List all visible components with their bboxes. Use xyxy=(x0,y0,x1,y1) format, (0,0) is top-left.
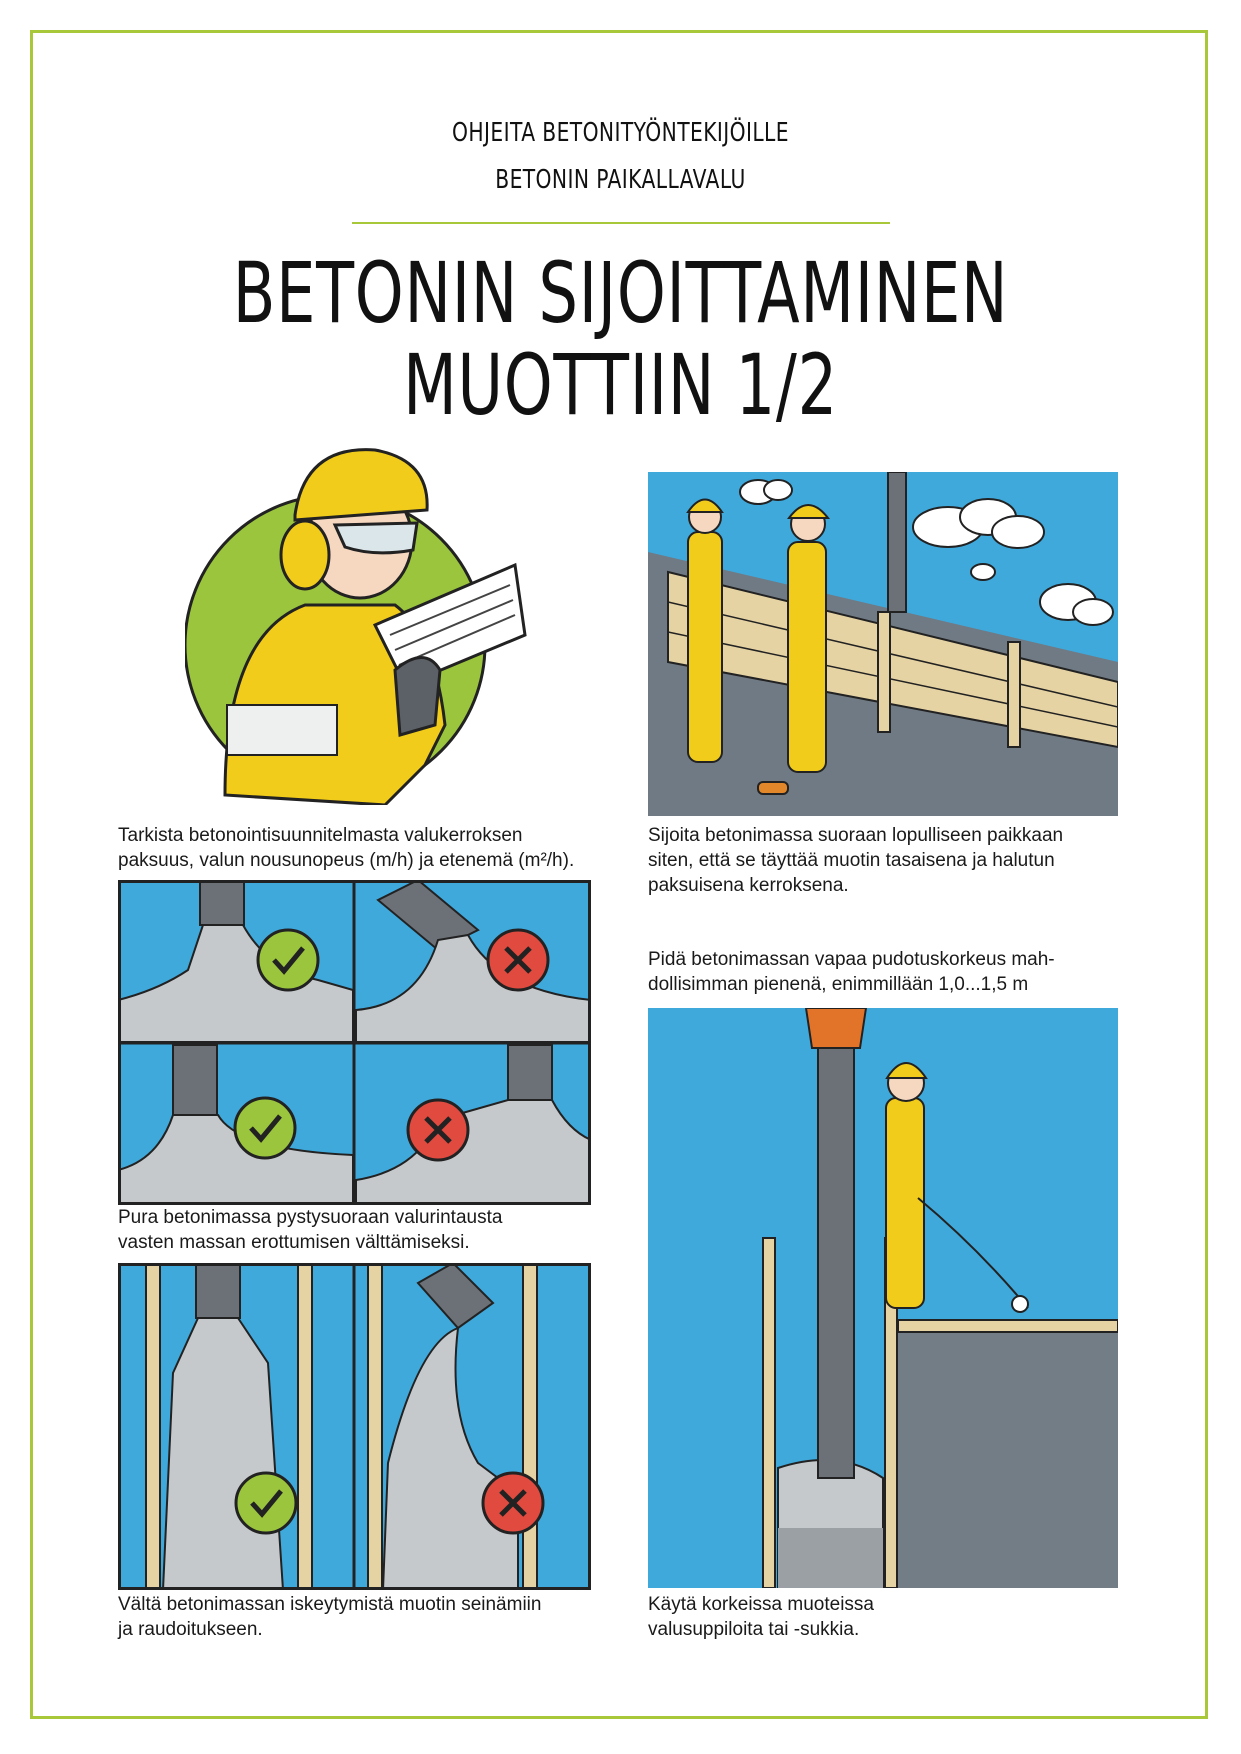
page-title-line-2: MUOTTIIN 1/2 xyxy=(403,336,838,434)
caption-vertical-pour: Pura betonimassa pystysuoraan valurintausta vasten massan erottumisen välttämiseksi. xyxy=(118,1207,503,1253)
checkmark-icon xyxy=(258,930,318,990)
pouring-direction-grid xyxy=(118,880,591,1205)
header-divider xyxy=(352,222,890,224)
pour-impact-illustration xyxy=(118,1263,591,1590)
cross-icon xyxy=(408,1100,468,1160)
caption-impact: Vältä betonimassan iskeytymistä muotin seinämiin ja raudoitukseen. xyxy=(118,1594,542,1640)
worker-reading-plan-illustration xyxy=(185,435,530,805)
checkmark-icon xyxy=(235,1098,295,1158)
caption-funnel: Käytä korkeissa muoteissa valusuppiloita tai -sukkia. xyxy=(648,1594,874,1640)
checkmark-icon xyxy=(236,1473,296,1533)
workers-at-formwork-illustration xyxy=(648,472,1118,816)
kicker-line-1: OHJEITA BETONITYÖNTEKIJÖILLE xyxy=(452,118,789,148)
caption-plan: Tarkista betonointisuunnitelmasta valukerroksen paksuus, valun nousunopeus (m/h) ja etenemä (m²/h). xyxy=(118,825,575,871)
cross-icon xyxy=(483,1473,543,1533)
caption-drop-height: Pidä betonimassan vapaa pudotuskorkeus mah- dollisimman pienenä, enimmillään 1,0...1,5 m xyxy=(648,949,1055,995)
page-title-line-1: BETONIN SIJOITTAMINEN xyxy=(232,244,1009,342)
kicker-line-2: BETONIN PAIKALLAVALU xyxy=(495,165,746,195)
caption-place: Sijoita betonimassa suoraan lopulliseen paikkaan siten, että se täyttää muotin tasaisena ja halutun paksuisena kerroksena. xyxy=(648,825,1064,896)
funnel-high-formwork-illustration xyxy=(648,1008,1118,1588)
cross-icon xyxy=(488,930,548,990)
